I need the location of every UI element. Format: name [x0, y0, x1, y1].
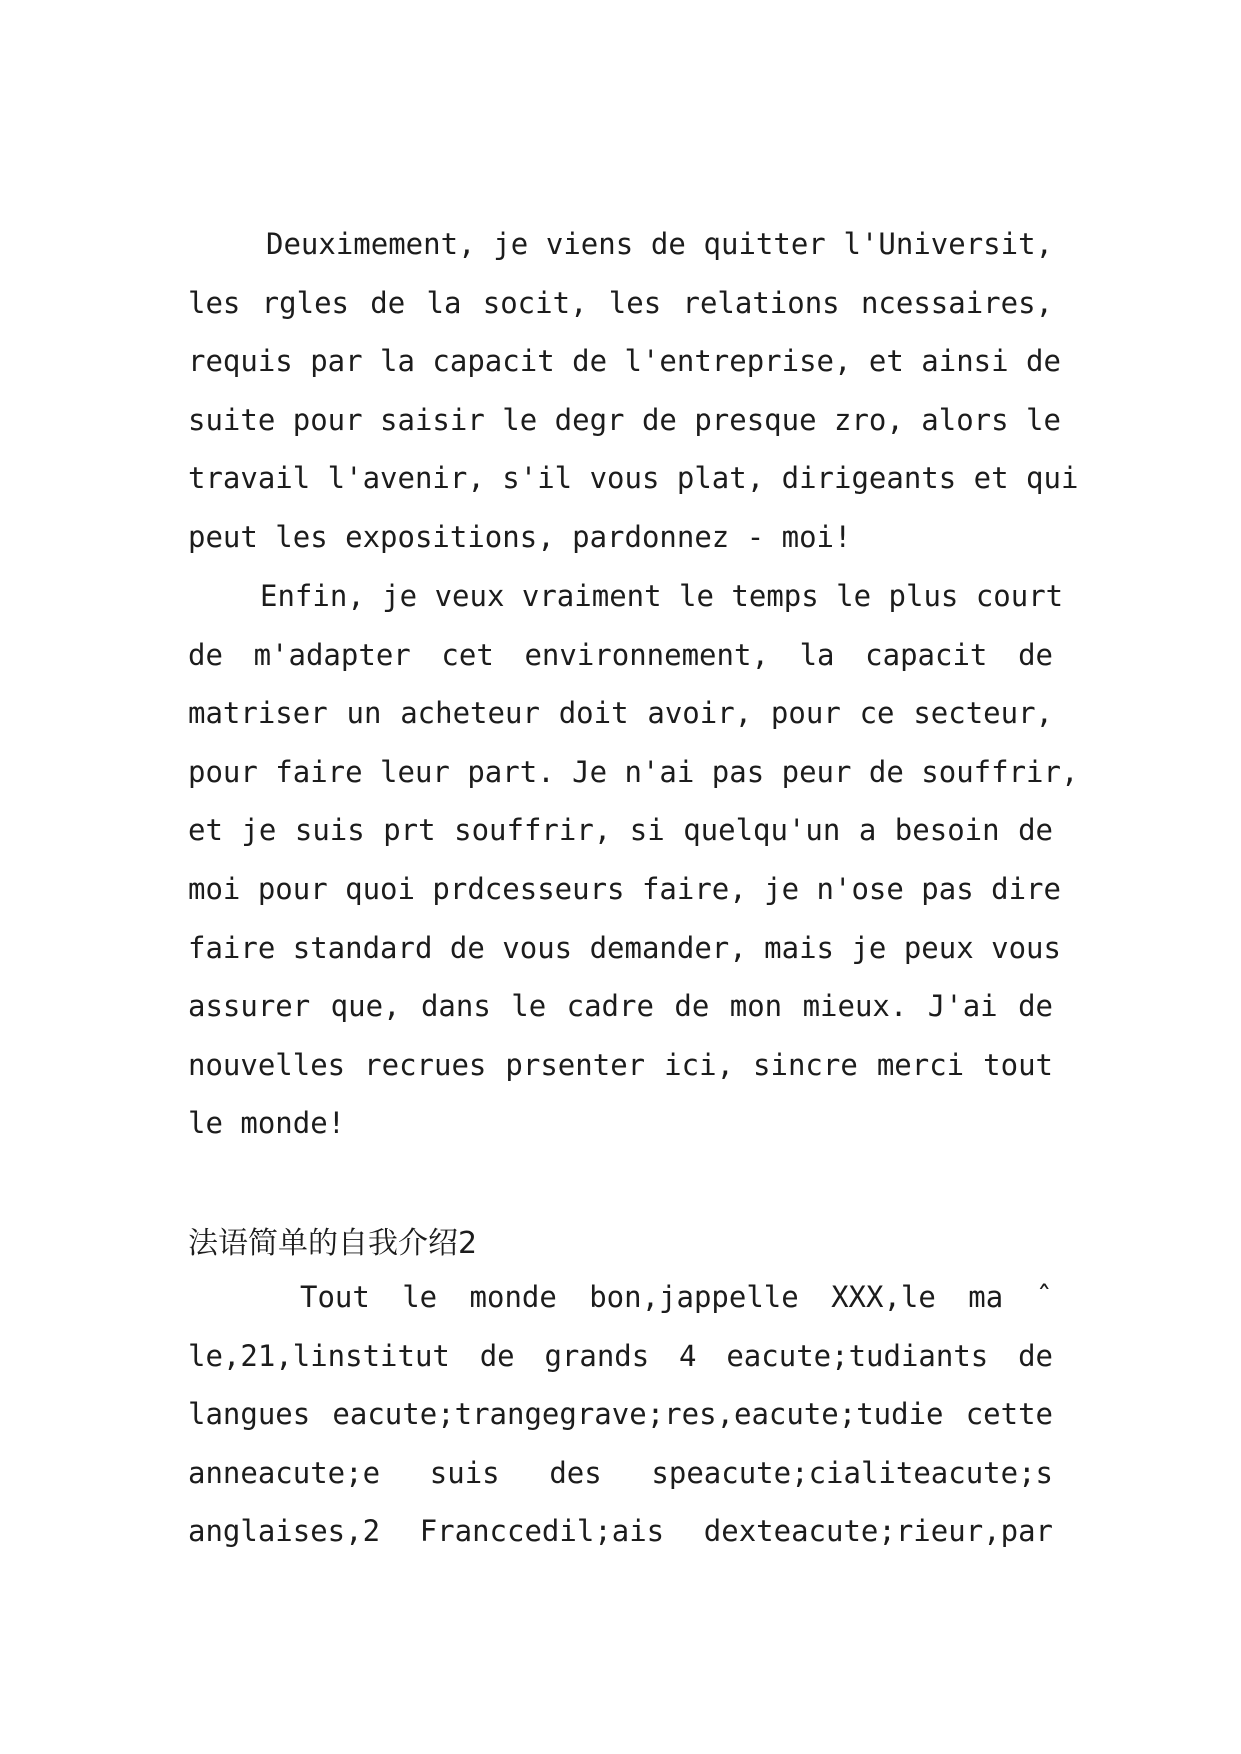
paragraph-line: peut les expositions, pardonnez - moi!: [188, 519, 852, 554]
paragraph-line: le monde!: [188, 1106, 346, 1141]
paragraph-line: faire standard de vous demander, mais je peux vous: [188, 930, 1061, 965]
section-heading: 法语简单的自我介绍2: [188, 1226, 478, 1261]
paragraph-line: nouvelles recrues prsenter ici, sincre merci tout: [188, 1047, 1053, 1082]
paragraph-line: travail l'avenir, s'il vous plat, dirigeants et qui: [188, 461, 1079, 496]
paragraph-tout-le-monde: [188, 1268, 1053, 1561]
paragraph-line: de m'adapter cet environnement, la capacit de: [188, 637, 1053, 672]
paragraph-line: pour faire leur part. Je n'ai pas peur de souffrir,: [188, 754, 1079, 789]
paragraph-line: anglaises,2 Franccedil;ais dexteacute;rieur,par: [188, 1514, 1053, 1549]
paragraph-deuximement: [188, 215, 1079, 567]
paragraph-line: moi pour quoi prdcesseurs faire, je n'ose pas dire: [188, 871, 1061, 906]
paragraph-line: requis par la capacit de l'entreprise, et ainsi de: [188, 344, 1061, 379]
paragraph-line: matriser un acheteur doit avoir, pour ce secteur,: [188, 696, 1053, 731]
paragraph-line: les rgles de la socit, les relations ncessaires,: [188, 285, 1053, 320]
paragraph-line: le,21,linstitut de grands 4 eacute;tudiants de: [188, 1338, 1053, 1373]
paragraph-line: Deuximement, je viens de quitter l'Universit,: [266, 227, 1053, 261]
paragraph-line: et je suis prt souffrir, si quelqu'un a besoin de: [188, 813, 1053, 848]
paragraph-enfin: [188, 567, 1079, 1153]
paragraph-line: suite pour saisir le degr de presque zro, alors le: [188, 402, 1061, 437]
paragraph-line: Enfin, je veux vraiment le temps le plus court: [260, 579, 1064, 613]
paragraph-line: assurer que, dans le cadre de mon mieux. J'ai de: [188, 989, 1053, 1024]
paragraph-line: langues eacute;trangegrave;res,eacute;tudie cette: [188, 1397, 1053, 1432]
paragraph-line: Tout le monde bon,jappelle XXX,le ma ˆ: [300, 1280, 1053, 1314]
paragraph-line: anneacute;e suis des speacute;cialiteacute;s: [188, 1455, 1053, 1490]
